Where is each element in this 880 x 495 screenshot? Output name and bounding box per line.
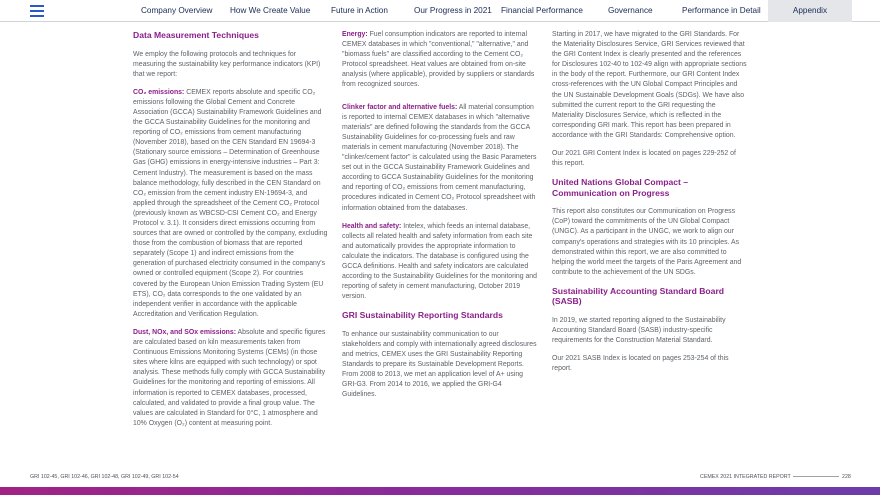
clinker-paragraph: [342, 103, 538, 214]
footer-divider: [793, 476, 839, 477]
health-text: Intelex, which feeds an internal database, collects all related health and safety information from each site and automatically provides the appropriate information to calculate the indicators. The database is configured using the GCCA definitions. Health and safety indicators are calculated according to the Sustainability Guidelines for the monitoring and reporting of safety in cement manufacturing, October 2019 version.: [342, 222, 537, 301]
nav-how-we-create-value[interactable]: How We Create Value: [230, 6, 311, 15]
health-lead: Health and safety:: [342, 222, 402, 230]
bottom-gradient-bar: [0, 487, 880, 495]
column-3: [552, 30, 748, 382]
footer-gri-references: GRI 102-45, GRI 102-46, GRI 102-48, GRI 102-49, GRI 102-54: [30, 474, 179, 480]
clinker-lead: Clinker factor and alternative fuels:: [342, 103, 458, 111]
clinker-text: All material consumption is reported to internal CEMEX databases in which "alternative materials" are defined following the standards from the GCCA Sustainability Guidelines for co-processing fuels and raw materials in cement manufacturing (November 2018). The "clinker/cement factor" is calculated using the Basic Parameters set out in the GCCA Sustainability Framework Guidelines and according to GCCA Sustainability Guidelines for the monitoring and reporting of CO₂ emissions from cement manufacturing, procedures indicated in Cement CO₂ Protocol spreadsheet with information obtained from the databases.: [342, 103, 537, 212]
intro-paragraph: We employ the following protocols and techniques for measuring the sustainability key performance indicators (KPI) that we report:: [133, 50, 321, 78]
energy-paragraph: [342, 30, 538, 91]
sasb-heading: Sustainability Accounting Standard Board (SASB): [552, 285, 725, 307]
hamburger-menu-icon[interactable]: [30, 5, 44, 17]
nav-company-overview[interactable]: Company Overview: [141, 6, 213, 15]
dust-emissions-paragraph: [133, 328, 328, 429]
page-number: 228: [842, 474, 851, 480]
co2-emissions-paragraph: [133, 88, 328, 320]
energy-text: Fuel consumption indicators are reported to internal CEMEX databases in which "conventional," "alternative," and "biomass fuels" are classified according to the Cement CO₂ Protocol spreadsheet. Heat values are obtained from on-site analysis (where applicable), provided by suppliers or standards from recognized sources.: [342, 31, 535, 89]
nav-financial-performance[interactable]: Financial Performance: [501, 6, 583, 15]
nav-our-progress-2021[interactable]: Our Progress in 2021: [414, 6, 492, 15]
ungc-paragraph: This report also constitutes our Communication on Progress (CoP) toward the commitments of the UN Global Compact (UNGC). As a participant in the UNGC, we work to align our company's operations and strategies with its 10 principles. As demonstrated within this report, we are also committed to helping the world meet the targets of the Paris Agreement and contribute to the achievement of the UN SDGs.: [552, 208, 742, 276]
energy-lead: Energy:: [342, 31, 368, 38]
gri-continuation-paragraph: Starting in 2017, we have migrated to the GRI Standards. For the Materiality Disclosures Service, GRI Services reviewed that the GRI Content Index is clearly presented and the references for Disclosures 102-40 to 102-49 align with appropriate sections in the body of the report. Furthermore, our GRI Content Index cross-references with the UN Global Compact Principles and the UN Sustainable Development Goals (SDGs). We have also submitted the current report to the GRI requesting the Materiality Disclosures Service, which is reflected in the corresponding GRI mark. This report has been prepared in accordance with the GRI Standards: Comprehensive option.: [552, 31, 747, 139]
dust-lead: Dust, NOx, and SOx emissions:: [133, 328, 237, 336]
sasb-paragraph: In 2019, we started reporting aligned to the Sustainability Accounting Standard Board (SASB) industry-specific requirements for the Construction Material Standard.: [552, 316, 726, 345]
column-2: [342, 30, 538, 409]
data-measurement-heading: Data Measurement Techniques: [133, 30, 259, 40]
co2-lead: CO₂ emissions:: [133, 88, 185, 96]
health-safety-paragraph: [342, 222, 538, 303]
dust-text: Absolute and specific figures are calculated based on kiln measurements taken from Continuous Emissions Monitoring Systems (CEMs) (in those sites where kilns are equipped with such technology) or spot analysis. These methods fully comply with GCCA Sustainability Guidelines for the monitoring and reporting of emissions. All information is reported to CEMEX databases, processed, calculated, and validated to provide a final group value. The values are calculated in Standard for 0°C, 1 atmosphere and 10% Oxygen (O₂) content at measuring point.: [133, 328, 326, 427]
gri-standards-paragraph: To enhance our sustainability communication to our stakeholders and comply with internationally agreed disclosures and metrics, CEMEX uses the GRI Sustainability Reporting Standards to prepare its Sustainable Development Reports. From 2008 to 2013, we met an application level of A+ using GRI-G3. From 2014 to 2016, we applied the GRI-G4 Guidelines.: [342, 330, 537, 399]
gri-standards-heading: GRI Sustainability Reporting Standards: [342, 310, 503, 321]
sasb-index-paragraph: Our 2021 SASB Index is located on pages 253-254 of this report.: [552, 355, 729, 373]
nav-future-in-action[interactable]: Future in Action: [331, 6, 388, 15]
nav-appendix[interactable]: Appendix: [768, 0, 852, 22]
co2-text: CEMEX reports absolute and specific CO₂ emissions following the Global Cement and Concrete Association (GCCA) Sustainability Framework Guidelines and the GCCA Sustainability Guidelines for the monitoring and reporting of CO₂ emissions from cement manufacturing (November 2018), based on the CEN Standard EN 19694-3 (Stationary source emissions – Determination of Greenhouse Gas (GHG) emissions in energy-intensive industries – Part 3: Cement Industry). The measurement is based on the mass balance methodology, fully described in the CEN Standard on CO₂ emission from the cement industry EN-19694-3, and applied through the spreadsheet of the Cement CO₂ Protocol (previously known as WBCSD-CSI Cement CO₂ and Energy Protocol v. 3.1). It considers direct emissions occurring from sources that are owned or controlled by the company, excluding those from the combustion of biomass that are reported separately (Scope 1) and indirect emissions from the generation of purchased electricity consumed in the company's owned or controlled equipment (Scope 2). For countries covered by the European Union Emission Trading System (EU ETS), CO₂ data corresponds to the one validated by an independent verifier in accordance with the applicable Accreditation and Verification Regulation.: [133, 88, 328, 318]
ungc-heading: United Nations Global Compact – Communication on Progress: [552, 177, 689, 198]
top-navigation: [0, 0, 880, 22]
column-1: [133, 30, 328, 437]
nav-performance-in-detail[interactable]: Performance in Detail: [682, 6, 761, 15]
nav-governance[interactable]: Governance: [608, 6, 653, 15]
footer-report-title: CEMEX 2021 INTEGRATED REPORT: [700, 474, 791, 480]
gri-index-paragraph: Our 2021 GRI Content Index is located on pages 229-252 of this report.: [552, 150, 736, 168]
